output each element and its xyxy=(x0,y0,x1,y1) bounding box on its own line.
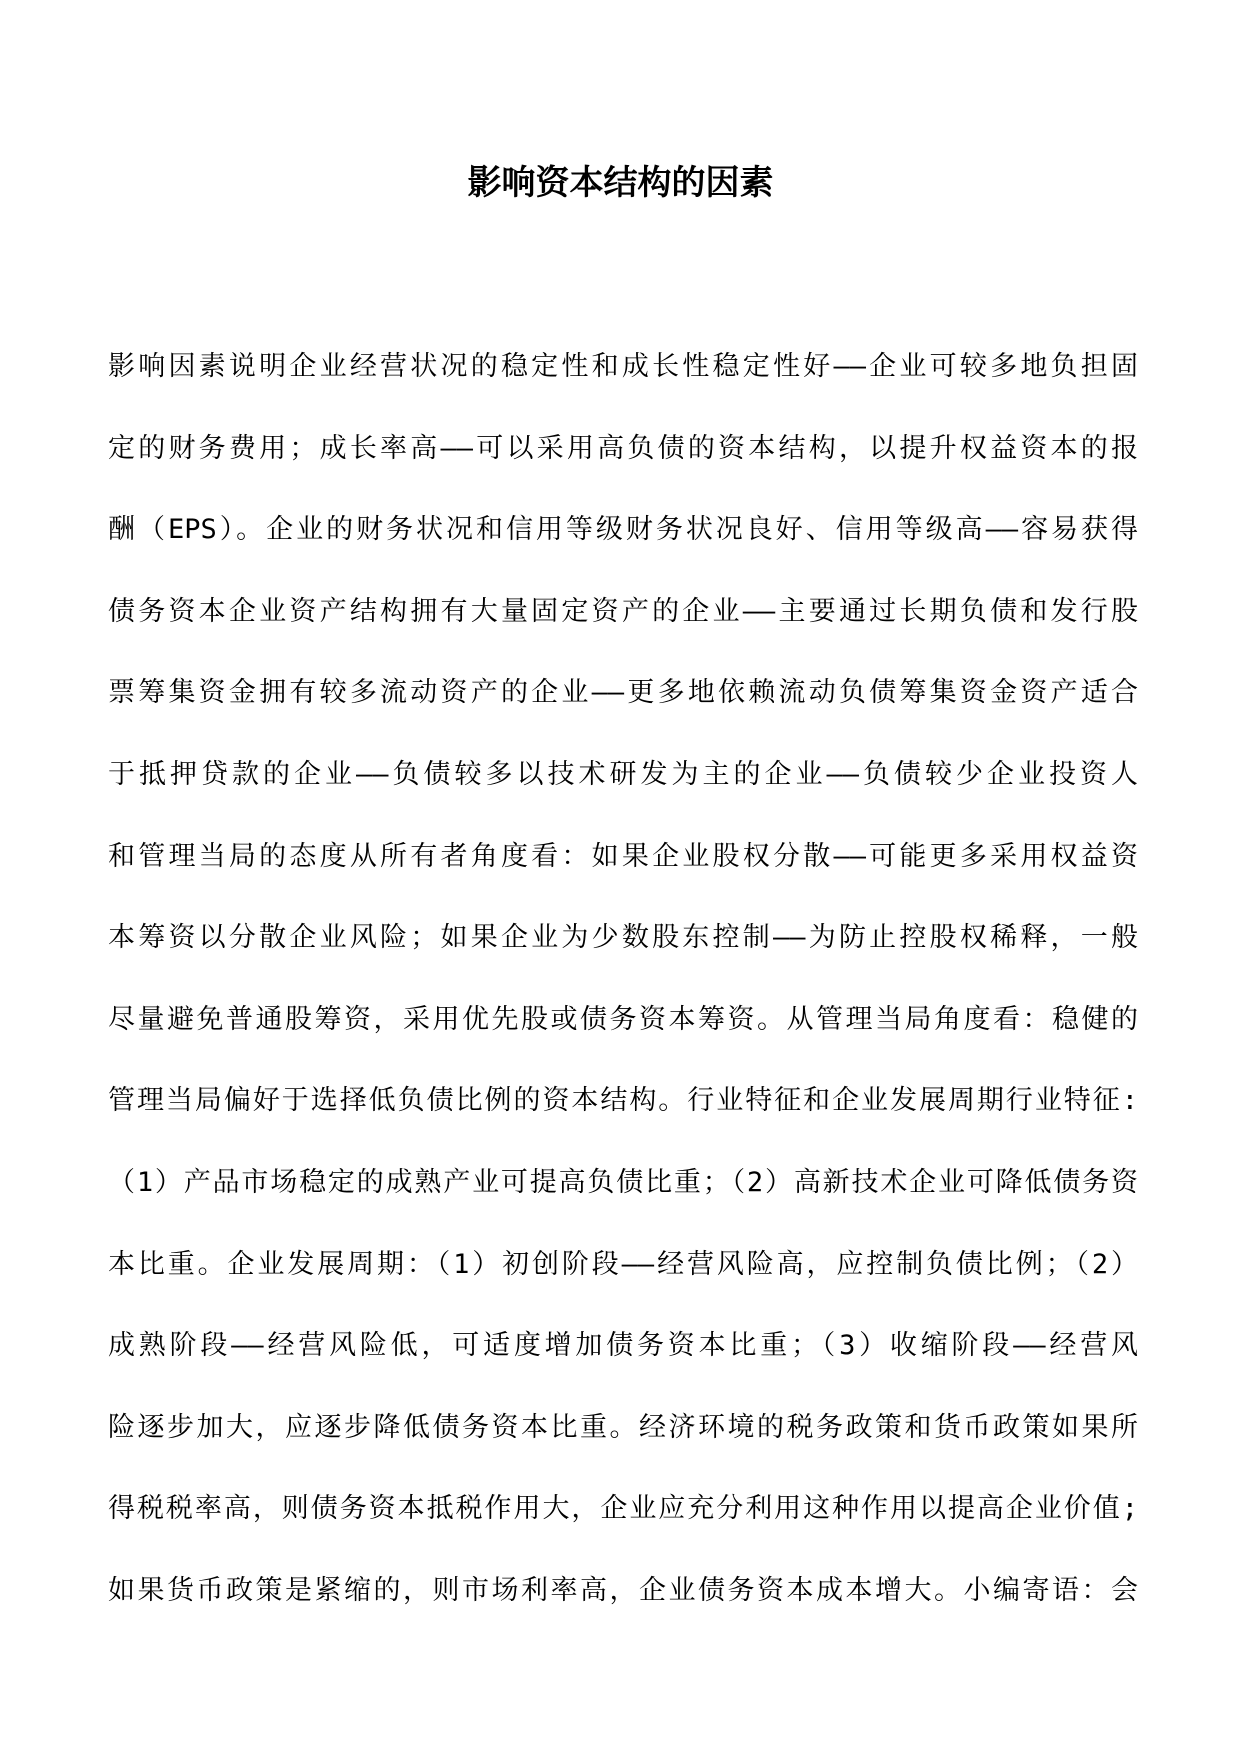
body-line: 影响因素说明企业经营状况的稳定性和成长性稳定性好——企业可较多地负担固 xyxy=(108,351,1138,382)
document-title: 影响资本结构的因素 xyxy=(467,163,774,203)
body-line: 酬（EPS）。企业的财务状况和信用等级财务状况良好、信用等级高——容易获得 xyxy=(108,514,1138,546)
body-line: 险逐步加大，应逐步降低债务资本比重。经济环境的税务政策和货币政策如果所 xyxy=(108,1411,1138,1443)
body-line: 本比重。企业发展周期：（1）初创阶段——经营风险高，应控制负债比例；（2） xyxy=(108,1248,1138,1280)
body-line: （1）产品市场稳定的成熟产业可提高负债比重；（2）高新技术企业可降低债务资 xyxy=(108,1166,1138,1198)
body-line: 定的财务费用；成长率高——可以采用高负债的资本结构，以提升权益资本的报 xyxy=(108,432,1138,464)
body-line: 如果货币政策是紧缩的，则市场利率高，企业债务资本成本增大。小编寄语：会 xyxy=(108,1574,1138,1606)
body-line: 尽量避免普通股筹资，采用优先股或债务资本筹资。从管理当局角度看：稳健的 xyxy=(108,1003,1138,1035)
body-text xyxy=(108,342,1138,1648)
body-line: 管理当局偏好于选择低负债比例的资本结构。行业特征和企业发展周期行业特征: xyxy=(108,1085,1138,1117)
body-line: 本筹资以分散企业风险；如果企业为少数股东控制——为防止控股权稀释，一般 xyxy=(108,922,1138,954)
body-line: 于抵押贷款的企业——负债较多以技术研发为主的企业——负债较少企业投资人 xyxy=(108,758,1138,790)
body-line: 票筹集资金拥有较多流动资产的企业——更多地依赖流动负债筹集资金资产适合 xyxy=(108,677,1138,709)
body-line: 和管理当局的态度从所有者角度看：如果企业股权分散——可能更多采用权益资 xyxy=(108,840,1138,872)
body-line: 债务资本企业资产结构拥有大量固定资产的企业——主要通过长期负债和发行股 xyxy=(108,595,1138,627)
body-line: 成熟阶段——经营风险低，可适度增加债务资本比重；（3）收缩阶段——经营风 xyxy=(108,1330,1138,1362)
body-line: 得税税率高，则债务资本抵税作用大，企业应充分利用这种作用以提高企业价值; xyxy=(108,1493,1138,1525)
